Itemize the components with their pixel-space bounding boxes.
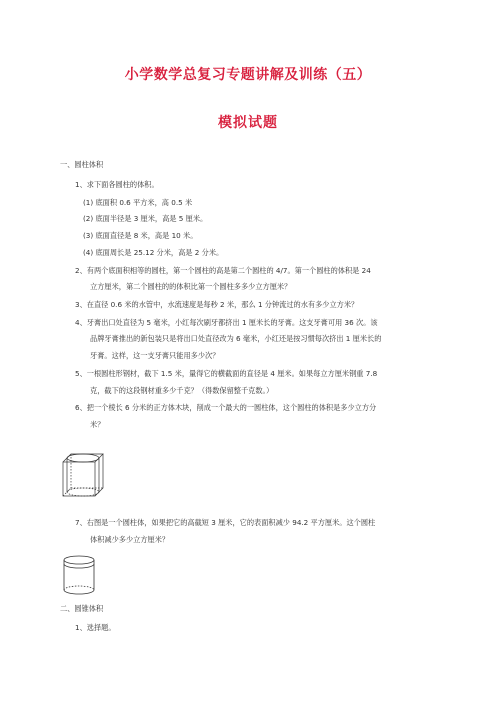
section-heading-cone: 二、圆锥体积	[60, 604, 104, 613]
question-1-stem: 1、求下面各圆柱的体积。	[75, 180, 159, 189]
question-7-line-1: 7、右图是一个圆柱体，如果把它的高截短 3 厘米，它的表面积减少 94.2 平方厘米。这个圆柱	[75, 518, 376, 527]
question-1-part-1: (1) 底面积 0.6 平方米，高 0.5 米	[83, 198, 193, 207]
question-1-part-4: (4) 底面周长是 25.12 分米，高是 2 分米。	[83, 248, 224, 257]
question-4-line-3: 牙膏。这样，这一支牙膏只能用多少次？	[90, 351, 220, 360]
cylinder-figure	[60, 554, 100, 596]
section-2-question-1: 1、选择题。	[75, 623, 116, 632]
section-heading-cylinder: 一、圆柱体积	[60, 160, 104, 169]
question-1-part-2: (2) 底面半径是 3 厘米，高是 5 厘米。	[83, 214, 208, 223]
question-2-line-2: 立方厘米，第二个圆柱的的体积比第一个圆柱多多少立方厘米？	[90, 282, 292, 291]
question-1-part-3: (3) 底面直径是 8 米，高是 10 米。	[83, 231, 198, 240]
question-7-line-2: 体积减少多少立方厘米？	[90, 535, 170, 544]
page-subtitle: 模拟试题	[218, 115, 278, 131]
question-5-line-2: 克，截下的这段钢材重多少千克？（得数保留整千克数。）	[90, 386, 274, 395]
page-title: 小学数学总复习专题讲解及训练（五）	[124, 67, 372, 83]
question-5-line-1: 5、一根圆柱形钢材，截下 1.5 米，量得它的横截面的直径是 4 厘米。如果每立方厘米钢重 7.8	[75, 369, 378, 378]
question-6-line-2: 米？	[90, 420, 105, 429]
question-4-line-1: 4、牙膏出口处直径为 5 毫米，小红每次刷牙都挤出 1 厘米长的牙膏。这支牙膏可用 36 次。该	[75, 318, 378, 327]
question-3: 3、在直径 0.6 米的水管中，水流速度是每秒 2 米，那么 1 分钟流过的水有多少立方米？	[75, 300, 359, 309]
cube-cylinder-figure	[60, 450, 106, 500]
question-4-line-2: 品牌牙膏推出的新包装只是将出口处直径改为 6 毫米，小红还是按习惯每次挤出 1 厘米长的	[90, 334, 382, 343]
question-6-line-1: 6、把一个棱长 6 分米的正方体木块，削成一个最大的一圆柱体，这个圆柱的体积是多少立方分	[75, 403, 377, 412]
question-2-line-1: 2、有两个底面积相等的圆柱，第一个圆柱的高是第二个圆柱的 4/7。第一个圆柱的体积是 24	[75, 266, 371, 275]
